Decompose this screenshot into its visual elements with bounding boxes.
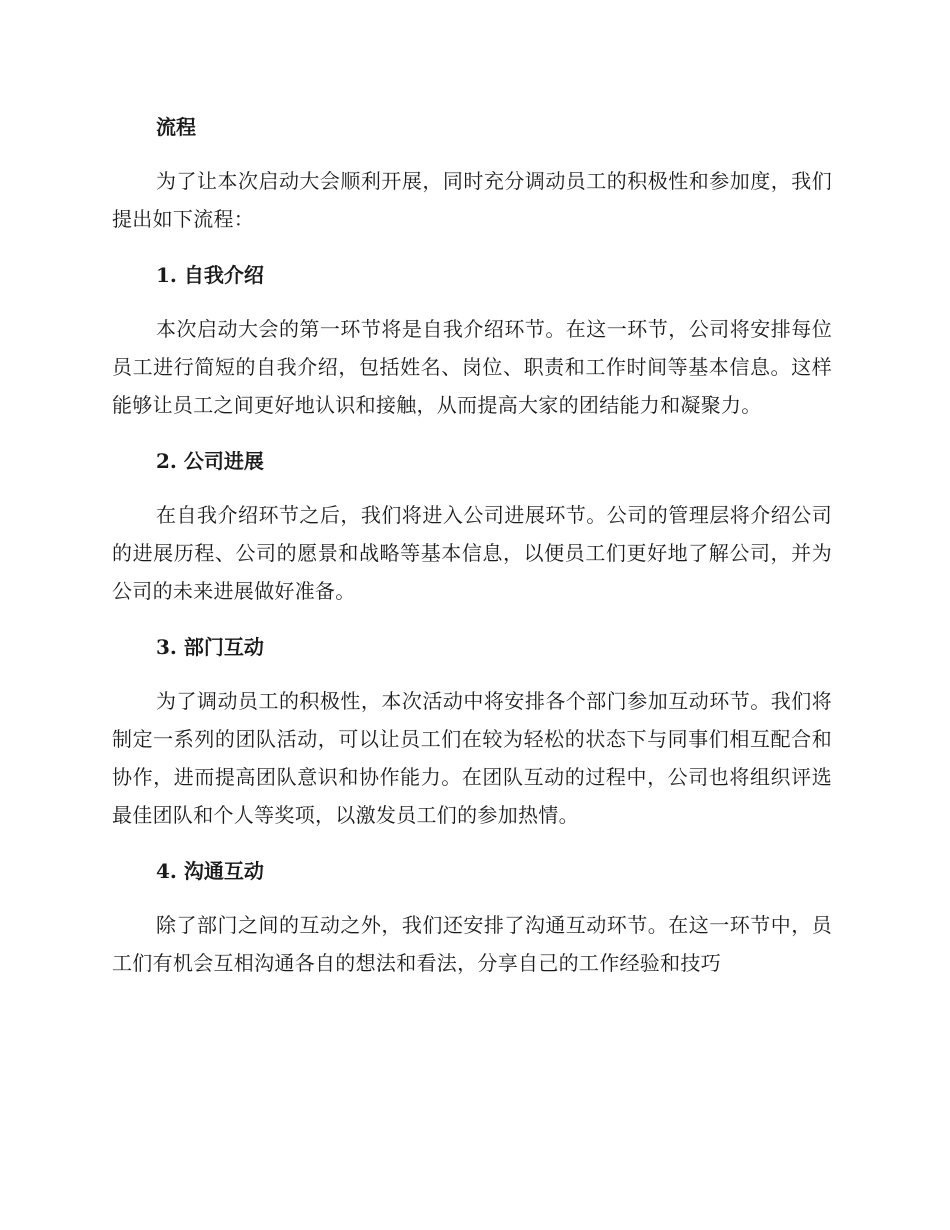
section-paragraph-communication: 除了部门之间的互动之外，我们还安排了沟通互动环节。在这一环节中，员工们有机会互相沟通各自的想法和看法，分享自己的工作经验和技巧 [112,913,832,975]
section-paragraph-company-progress: 在自我介绍环节之后，我们将进入公司进展环节。公司的管理层将介绍公司的进展历程、公司的愿景和战略等基本信息，以便员工们更好地了解公司，并为公司的未来进展做好准备。 [112,503,832,603]
document-body [112,108,832,1000]
section-heading-department-interaction: 3. 部门互动 [156,635,264,659]
section-heading-communication: 4. 沟通互动 [156,859,264,883]
section-paragraph-self-intro: 本次启动大会的第一环节将是自我介绍环节。在这一环节，公司将安排每位员工进行简短的自我介绍，包括姓名、岗位、职责和工作时间等基本信息。这样能够让员工之间更好地认识和接触，从而提高大家的团结能力和凝聚力。 [112,317,832,417]
section-heading-process: 流程 [156,115,196,139]
section-heading-self-intro: 1. 自我介绍 [156,263,264,287]
section-paragraph-process: 为了让本次启动大会顺利开展，同时充分调动员工的积极性和参加度，我们提出如下流程： [112,169,832,231]
section-heading-company-progress: 2. 公司进展 [156,449,264,473]
section-paragraph-department-interaction: 为了调动员工的积极性，本次活动中将安排各个部门参加互动环节。我们将制定一系列的团队活动，可以让员工们在较为轻松的状态下与同事们相互配合和协作，进而提高团队意识和协作能力。在团队互动的过程中，公司也将组织评选最佳团队和个人等奖项，以激发员工们的参加热情。 [112,689,832,827]
